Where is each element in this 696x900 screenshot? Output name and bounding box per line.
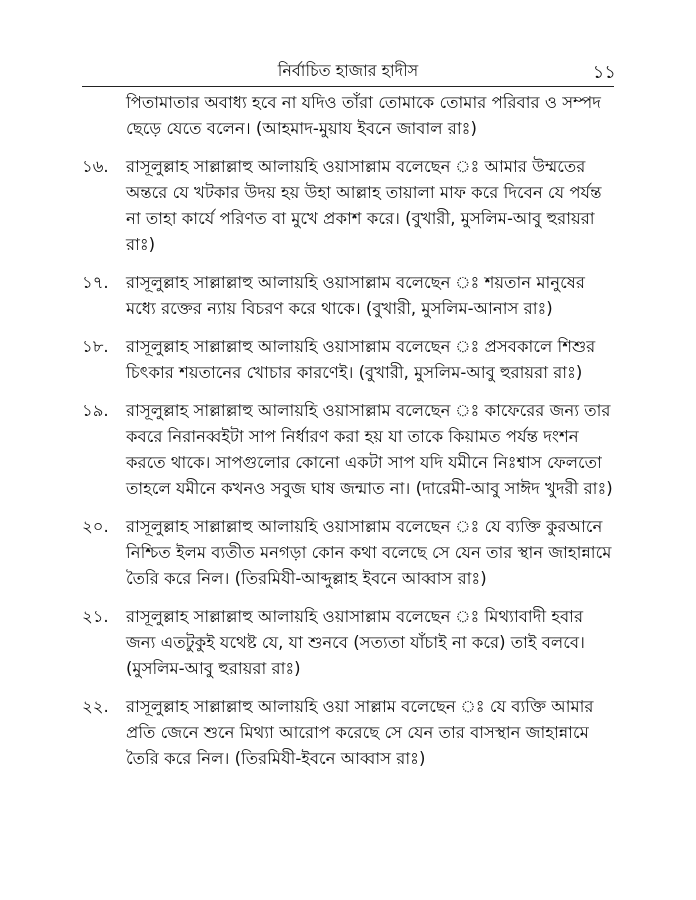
page-header	[0, 58, 696, 84]
hadith-entry	[82, 334, 614, 386]
hadith-text: রাসূলুল্লাহ সাল্লাল্লাহু আলায়হি ওয়াসাল্লাম বলেছেন ঃ কাফেরের জন্য তার কবরে নিরানব্বইটা সাপ নির্ধারণ করা হয় যা তাকে কিয়ামত পর্যন্ত দংশন করতে থাকে। সাপগুলোর কোনো একটা সাপ যদি যমীনে নিঃশ্বাস ফেলতো তাহলে যমীনে কখনও সবুজ ঘাষ জন্মাত না। (দারেমী-আবু সাঈদ খুদরী রাঃ)	[126, 401, 613, 498]
hadith-entry	[82, 398, 614, 502]
hadith-number: ২০.	[82, 517, 109, 536]
hadith-number: ১৯.	[82, 401, 109, 420]
hadith-text: রাসূলুল্লাহ সাল্লাল্লাহু আলায়হি ওয়া সাল্লাম বলেছেন ঃ যে ব্যক্তি আমার প্রতি জেনে শুনে মিথ্যা আরোপ করেছে সে যেন তার বাসস্থান জাহান্নামে তৈরি করে নিল। (তিরমিযী-ইবনে আব্বাস রাঃ)	[126, 697, 594, 768]
hadith-text: রাসূলুল্লাহ সাল্লাল্লাহু আলায়হি ওয়াসাল্লাম বলেছেন ঃ মিথ্যাবাদী হবার জন্য এতটুকুই যথেষ্ট যে, যা শুনবে (সত্যতা যাঁচাই না করে) তাই বলবে। (মুসলিম-আবু হুরায়রা রাঃ)	[126, 607, 585, 678]
hadith-entry	[82, 270, 614, 322]
hadith-entry	[82, 154, 614, 258]
hadith-number: ২১.	[82, 607, 109, 626]
page-number: ১১	[592, 62, 616, 83]
hadith-text: রাসূলুল্লাহ সাল্লাল্লাহু আলায়হি ওয়াসাল্লাম বলেছেন ঃ আমার উম্মতের অন্তরে যে খটকার উদয় হয় উহা আল্লাহ তায়ালা মাফ করে দিবেন যে পর্যন্ত না তাহা কার্যে পরিণত বা মুখে প্রকাশ করে। (বুখারী, মুসলিম-আবু হুরায়রা রাঃ)	[126, 157, 602, 254]
hadith-entry	[82, 604, 614, 682]
hadith-number: ১৭.	[82, 273, 109, 292]
hadith-text: রাসূলুল্লাহ সাল্লাল্লাহু আলায়হি ওয়াসাল্লাম বলেছেন ঃ শয়তান মানুষের মধ্যে রক্তের ন্যায় বিচরণ করে থাকে। (বুখারী, মুসলিম-আনাস রাঃ)	[126, 273, 585, 318]
hadith-text: রাসূলুল্লাহ সাল্লাল্লাহু আলায়হি ওয়াসাল্লাম বলেছেন ঃ প্রসবকালে শিশুর চিৎকার শয়তানের খোচার কারণেই। (বুখারী, মুসলিম-আবু হুরায়রা রাঃ)	[126, 337, 596, 382]
hadith-entry	[82, 514, 614, 592]
hadith-text: রাসূলুল্লাহ সাল্লাল্লাহু আলায়হি ওয়াসাল্লাম বলেছেন ঃ যে ব্যক্তি কুরআনে নিশ্চিত ইলম ব্যতীত মনগড়া কোন কথা বলেছে সে যেন তার স্থান জাহান্নামে তৈরি করে নিল। (তিরমিযী-আব্দুল্লাহ ইবনে আব্বাস রাঃ)	[126, 517, 612, 588]
header-divider	[82, 86, 614, 87]
hadith-entry	[82, 694, 614, 772]
continuation-paragraph: পিতামাতার অবাধ্য হবে না যদিও তাঁরা তোমাকে তোমার পরিবার ও সম্পদ ছেড়ে যেতে বলেন। (আহমাদ-মুয়ায ইবনে জাবাল রাঃ)	[126, 93, 601, 138]
hadith-number: ১৮.	[82, 337, 109, 356]
hadith-number: ২২.	[82, 697, 109, 716]
book-title: নির্বাচিত হাজার হাদীস	[277, 61, 419, 80]
hadith-number: ১৬.	[82, 157, 109, 176]
page-body	[82, 90, 614, 784]
